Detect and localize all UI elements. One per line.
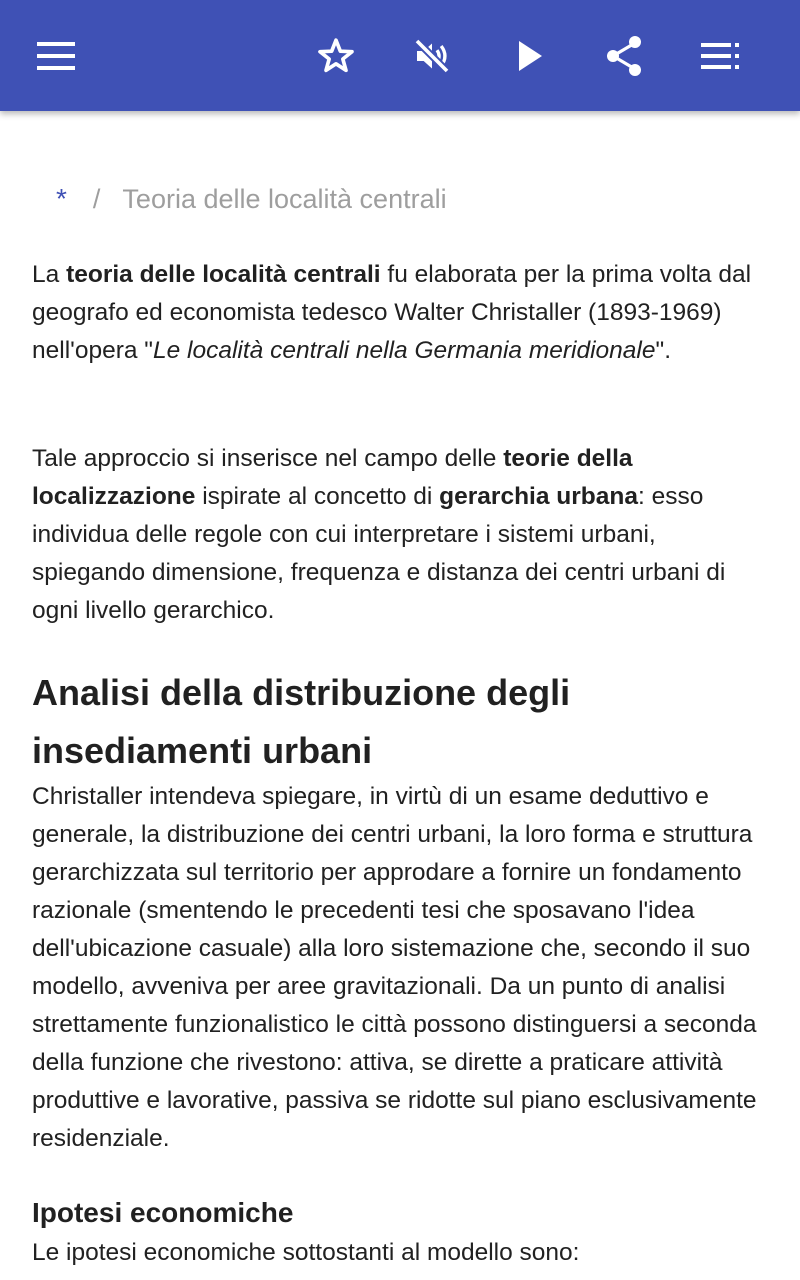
mute-button[interactable] bbox=[400, 24, 464, 88]
volume-off-icon bbox=[411, 36, 453, 76]
intro-paragraph bbox=[32, 256, 772, 370]
subsection-heading: Ipotesi economiche bbox=[32, 1197, 294, 1228]
list-icon bbox=[701, 43, 739, 69]
breadcrumb-separator: / bbox=[92, 183, 101, 214]
subsection-paragraph: Le ipotesi economiche sottostanti al modello sono: bbox=[32, 1239, 580, 1266]
intro-text: ". bbox=[655, 337, 672, 364]
menu-icon bbox=[37, 42, 75, 70]
approach-bold-term: teorie della localizzazione bbox=[32, 445, 633, 510]
star-outline-icon bbox=[315, 36, 357, 76]
app-bar bbox=[0, 0, 800, 111]
table-of-contents-button[interactable] bbox=[688, 24, 752, 88]
approach-text: Tale approccio si inserisce nel campo delle bbox=[32, 445, 504, 472]
section-paragraph: Christaller intendeva spiegare, in virtù di un esame deduttivo e generale, la distribuzione dei centri urbani, la loro forma e struttura gerarchizzata sul territorio per approdare a fornire un fondamento razionale (smentendo le precedenti tesi che sposavano l'idea dell'ubicazione casuale) alla loro sistemazione che, secondo il suo modello, avveniva per aree gravitazionali. Da un punto di analisi strettamente funzionalistico le città possono distinguersi a seconda della funzione che rivestono: attiva, se dirette a praticare attività produttive e lavorative, passiva se ridotte sul piano esclusivamente residenziale. bbox=[32, 783, 757, 1152]
intro-italic-title: Le località centrali nella Germania meridionale bbox=[152, 337, 656, 364]
intro-text: La bbox=[32, 261, 67, 288]
favorite-button[interactable] bbox=[304, 24, 368, 88]
approach-text: ispirate al concetto di bbox=[195, 483, 440, 510]
intro-bold-term: teoria delle località centrali bbox=[66, 261, 381, 288]
section-heading: Analisi della distribuzione degli insediamenti urbani bbox=[32, 672, 571, 771]
play-button[interactable] bbox=[498, 24, 562, 88]
breadcrumb bbox=[56, 181, 447, 217]
breadcrumb-current: Teoria delle località centrali bbox=[122, 183, 447, 214]
approach-bold-term: gerarchia urbana bbox=[439, 483, 638, 510]
share-button[interactable] bbox=[592, 24, 656, 88]
play-icon bbox=[516, 40, 544, 72]
share-icon bbox=[604, 35, 644, 77]
intro-text: fu elaborata per la prima volta dal geografo ed economista tedesco Walter Christaller (1893-1969) nell'opera " bbox=[32, 261, 752, 364]
breadcrumb-home-link[interactable]: * bbox=[56, 183, 67, 214]
approach-text: : esso individua delle regole con cui interpretare i sistemi urbani, spiegando dimensione, frequenza e distanza dei centri urbani di ogni livello gerarchico. bbox=[32, 483, 726, 624]
menu-button[interactable] bbox=[24, 24, 88, 88]
approach-paragraph bbox=[32, 440, 772, 630]
